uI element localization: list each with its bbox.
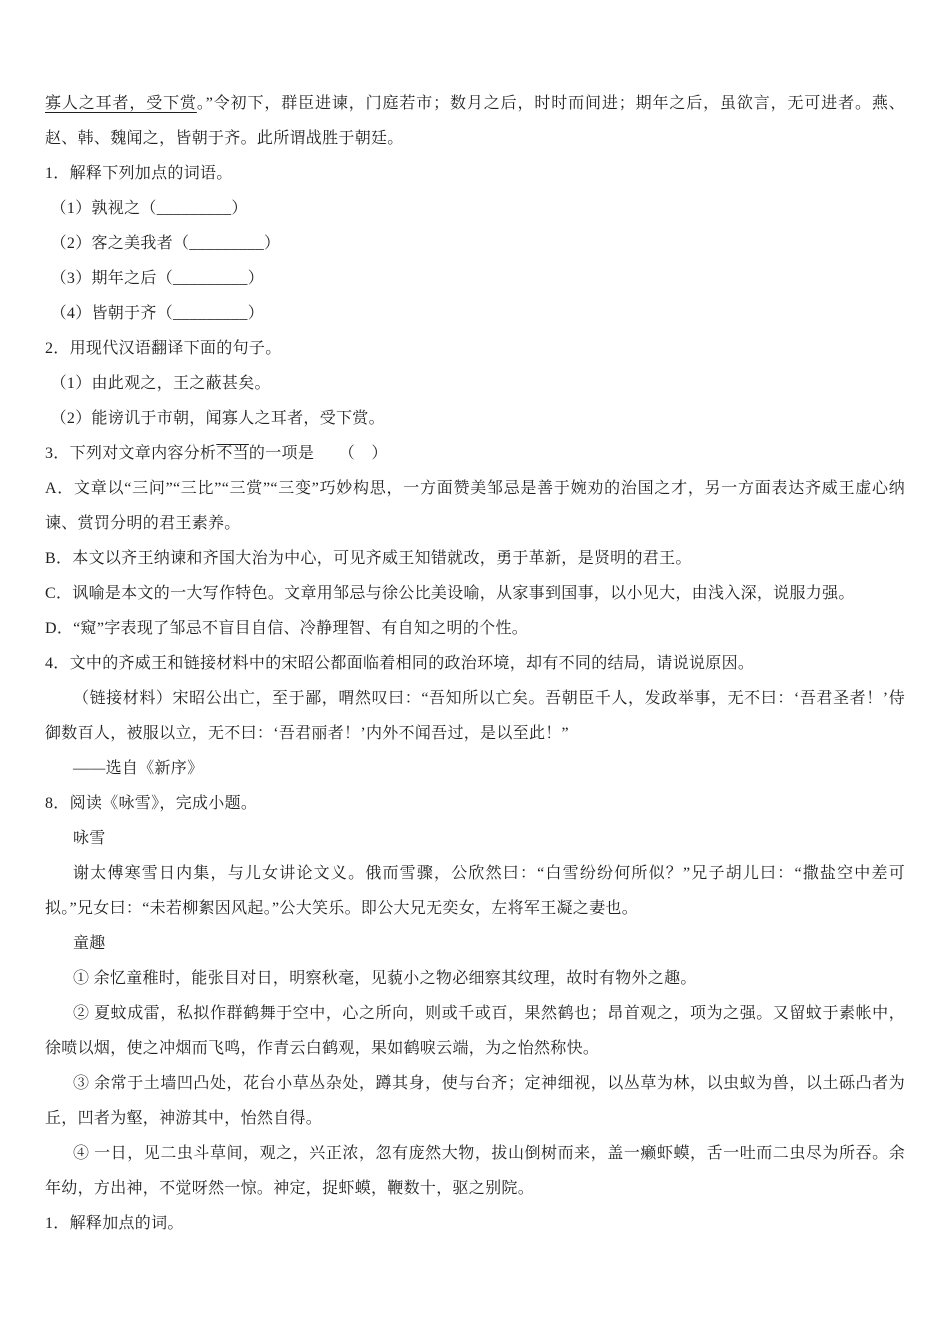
q4-header (45, 646, 905, 681)
yongxue-title-text-0: 咏雪 (73, 830, 106, 847)
q4-header-text-0: 4．文中的齐威王和链接材料中的宋昭公都面临着相同的政治环境，却有不同的结局，请说说原因。 (45, 655, 755, 672)
q1-header-text-0: 1．解释下列加点的词语。 (45, 165, 233, 182)
q2-header (45, 331, 905, 366)
q1-header (45, 156, 905, 191)
tongqu-para-1 (45, 961, 905, 996)
q1-item-1-text-0: （1）孰视之（_________） (50, 200, 248, 217)
q1b-header (45, 1206, 905, 1241)
q1-item-2 (45, 226, 905, 261)
q1-item-4-text-0: （4）皆朝于齐（_________） (50, 305, 264, 322)
q3-header-text-1: 不当 (216, 445, 249, 462)
tongqu-para-2 (45, 996, 905, 1066)
q8-header (45, 786, 905, 821)
q1-item-1 (45, 191, 905, 226)
q8-header-text-0: 8．阅读《咏雪》，完成小题。 (45, 795, 258, 812)
q2-item-2-text-0: （2）能谤讥于市朝，闻寡人之耳者，受下赏。 (50, 410, 385, 427)
q1-item-3 (45, 261, 905, 296)
q2-item-1 (45, 366, 905, 401)
q2-header-text-0: 2．用现代汉语翻译下面的句子。 (45, 340, 282, 357)
q3-option-b (45, 541, 905, 576)
q3-header (45, 436, 905, 471)
q3-header-text-2: 的一项是 （ ） (248, 445, 388, 462)
q1-item-2-text-0: （2）客之美我者（_________） (50, 235, 281, 252)
q2-item-1-text-0: （1）由此观之，王之蔽甚矣。 (50, 375, 271, 392)
q3-option-a (45, 471, 905, 541)
document-body (45, 86, 905, 1241)
q3-option-c (45, 576, 905, 611)
tongqu-para-2-text-0: ② 夏蚊成雷，私拟作群鹤舞于空中，心之所向，则或千或百，果然鹤也；昂首观之，项为之强。又留蚊于素帐中，徐喷以烟，使之冲烟而飞鸣，作青云白鹤观，果如鹤唳云端，为之怡然称快。 (45, 1005, 905, 1057)
tongqu-title (45, 926, 905, 961)
q4-linked-material (45, 681, 905, 751)
passage1-continuation-line-text-0: 寡人之耳者，受下赏 (45, 95, 197, 112)
q3-option-d (45, 611, 905, 646)
passage1-continuation-line (45, 86, 905, 156)
q3-option-c-text-0: C．讽喻是本文的一大写作特色。文章用邹忌与徐公比美设喻，从家事到国事，以小见大，由浅入深，说服力强。 (45, 585, 855, 602)
q4-source-text-0: ——选自《新序》 (73, 760, 204, 777)
q4-linked-material-text-0: （链接材料）宋昭公出亡，至于鄙，喟然叹曰：“吾知所以亡矣。吾朝臣千人，发政举事，无不曰：‘吾君圣者！’侍御数百人，被服以立，无不曰：‘吾君丽者！’内外不闻吾过，是以至此！” (45, 690, 905, 742)
q2-item-2 (45, 401, 905, 436)
tongqu-para-4 (45, 1136, 905, 1206)
tongqu-para-4-text-0: ④ 一日，见二虫斗草间，观之，兴正浓，忽有庞然大物，拔山倒树而来，盖一癞虾蟆，舌一吐而二虫尽为所吞。余年幼，方出神，不觉呀然一惊。神定，捉虾蟆，鞭数十，驱之别院。 (45, 1145, 905, 1197)
q3-option-b-text-0: B．本文以齐王纳谏和齐国大治为中心，可见齐威王知错就改，勇于革新，是贤明的君王。 (45, 550, 692, 567)
tongqu-para-3 (45, 1066, 905, 1136)
q3-header-text-0: 3．下列对文章内容分析 (45, 445, 217, 462)
tongqu-para-1-text-0: ① 余忆童稚时，能张目对日，明察秋毫，见藐小之物必细察其纹理，故时有物外之趣。 (73, 970, 697, 987)
yongxue-title (45, 821, 905, 856)
q1-item-4 (45, 296, 905, 331)
q1b-header-text-0: 1．解释加点的词。 (45, 1215, 184, 1232)
q3-option-a-text-0: A．文章以“三问”“三比”“三赏”“三变”巧妙构思，一方面赞美邹忌是善于婉劝的治国之才，另一方面表达齐威王虚心纳谏、赏罚分明的君王素养。 (45, 480, 905, 532)
tongqu-para-3-text-0: ③ 余常于土墙凹凸处，花台小草丛杂处，蹲其身，使与台齐；定神细视，以丛草为林，以虫蚁为兽，以土砾凸者为丘，凹者为壑，神游其中，怡然自得。 (45, 1075, 905, 1127)
yongxue-text (45, 856, 905, 926)
q3-option-d-text-0: D．“窥”字表现了邹忌不盲目自信、冷静理智、有自知之明的个性。 (45, 620, 529, 637)
tongqu-title-text-0: 童趣 (73, 935, 106, 952)
yongxue-text-text-0: 谢太傅寒雪日内集，与儿女讲论文义。俄而雪骤，公欣然曰：“白雪纷纷何所似？”兄子胡儿曰：“撒盐空中差可拟。”兄女曰：“未若柳絮因风起。”公大笑乐。即公大兄无奕女，左将军王凝之妻也。 (45, 865, 905, 917)
passage1-continuation-line-text-1: 。”令初下，群臣进谏，门庭若市；数月之后，时时而间进；期年之后，虽欲言，无可进者。燕、赵、韩、魏闻之，皆朝于齐。此所谓战胜于朝廷。 (45, 95, 905, 147)
q1-item-3-text-0: （3）期年之后（_________） (50, 270, 264, 287)
q4-source (45, 751, 905, 786)
